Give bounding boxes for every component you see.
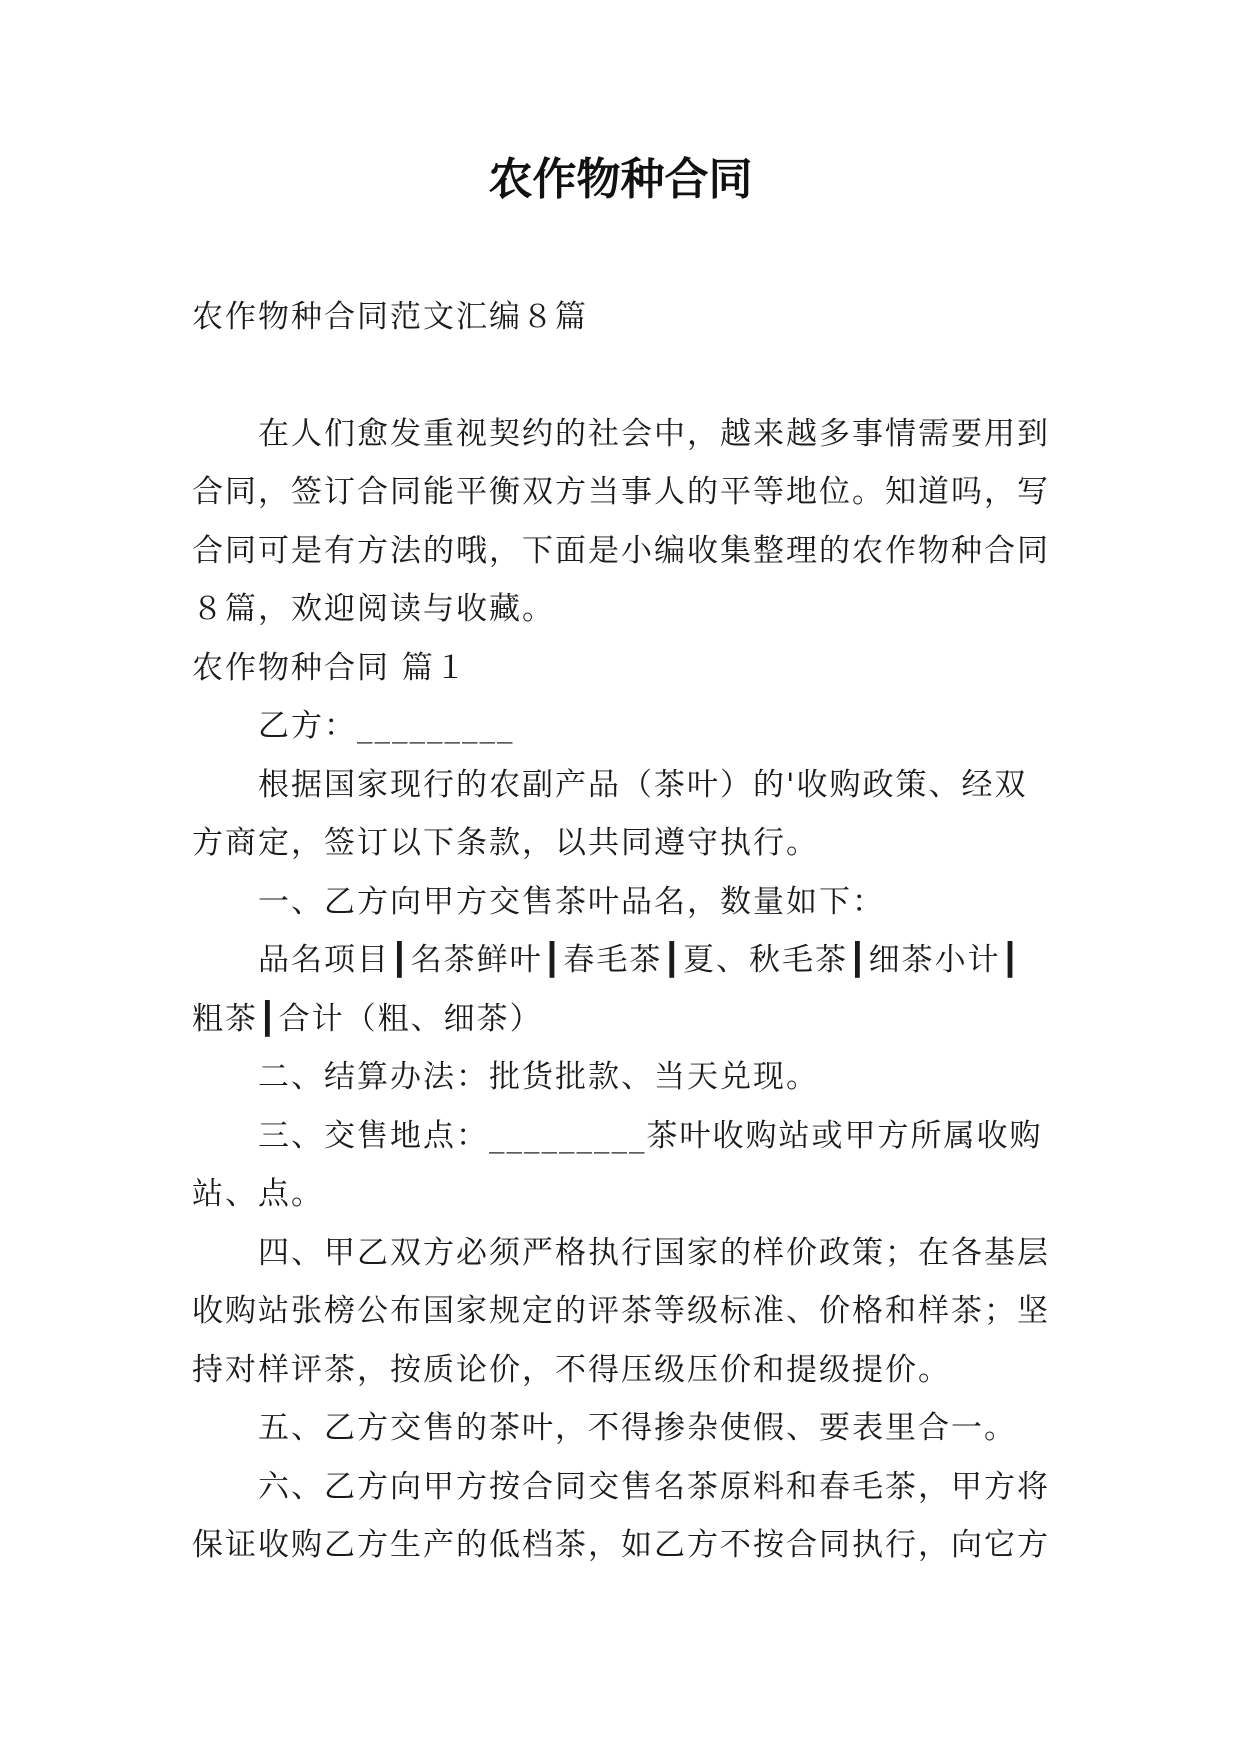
clause-3: 三、交售地点：_________茶叶收购站或甲方所属收购站、点。 [192, 1117, 1043, 1212]
clause-5: 五、乙方交售的茶叶，不得掺杂使假、要表里合一。 [258, 1410, 1017, 1446]
item-table-row: 品名项目┃名茶鲜叶┃春毛茶┃夏、秋毛茶┃细茶小计┃粗茶┃合计（粗、细茶） [192, 942, 1022, 1037]
clause-1: 一、乙方向甲方交售茶叶品名，数量如下： [258, 883, 885, 920]
document-subtitle: 农作物种合同范文汇编８篇 [192, 299, 588, 335]
clause-6: 六、乙方向甲方按合同交售名茶原料和春毛茶，甲方将保证收购乙方生产的低档茶，如乙方不按合同执行，向它方 [192, 1468, 1050, 1563]
intro-paragraph: 在人们愈发重视契约的社会中，越来越多事情需要用到合同，签订合同能平衡双方当事人的平等地位。知道吗，写合同可是有方法的哦，下面是小编收集整理的农作物种合同８篇，欢迎阅读与收藏。 [192, 415, 1050, 627]
clause-4: 四、甲乙双方必须严格执行国家的样价政策；在各基层收购站张榜公布国家规定的评茶等级标准、价格和样茶；坚持对样评茶，按质论价，不得压级压价和提级提价。 [192, 1234, 1050, 1388]
document-title: 农作物种合同 [488, 154, 753, 205]
preamble-paragraph: 根据国家现行的农副产品（茶叶）的'收购政策、经双方商定，签订以下条款，以共同遵守执行。 [192, 766, 1028, 861]
document-body [192, 288, 1052, 1575]
clause-2: 二、结算办法：批货批款、当天兑现。 [258, 1059, 819, 1095]
party-b-line: 乙方：_________ [258, 708, 515, 744]
section-heading: 农作物种合同 篇１ [192, 649, 468, 686]
